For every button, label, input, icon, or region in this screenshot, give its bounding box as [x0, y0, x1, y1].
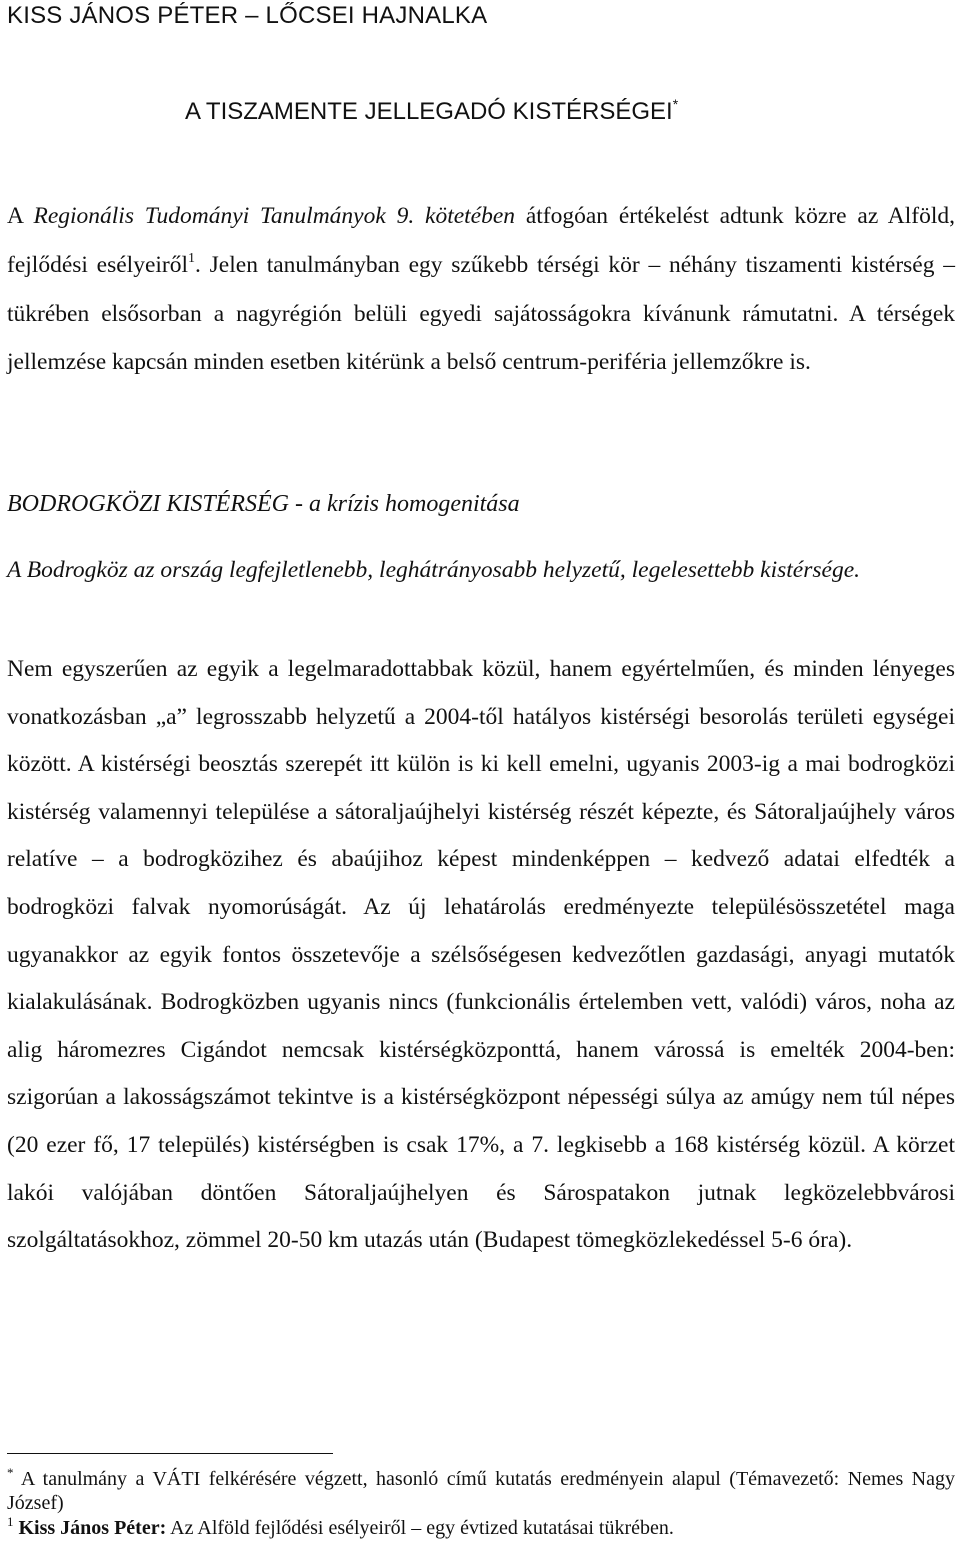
footnote-ref-1[interactable]: 1	[188, 250, 196, 266]
section-subtitle: A Bodrogköz az ország legfejletlenebb, leghátrányosabb helyzetű, legelesettebb kistérsége.	[7, 557, 860, 583]
footnote-star	[7, 1467, 955, 1515]
footnote-star-text: A tanulmány a VÁTI felkérésére végzett, hasonló című kutatás eredményein alapul (Témavezető: Nemes Nagy József)	[7, 1468, 955, 1514]
intro-paragraph	[7, 192, 955, 387]
footnote-1-mark: 1	[7, 1514, 14, 1529]
title-footnote-mark: *	[672, 96, 679, 112]
intro-lead: A	[7, 203, 34, 229]
article-title-text: A TISZAMENTE JELLEGADÓ KISTÉRSÉGEI	[185, 98, 673, 125]
footnote-1-text: Az Alföld fejlődési esélyeiről – egy évtized kutatásai tükrében.	[166, 1517, 674, 1539]
authors-line: KISS JÁNOS PÉTER – LŐCSEI HAJNALKA	[7, 2, 488, 29]
section-heading: BODROGKÖZI KISTÉRSÉG - a krízis homogenitása	[7, 491, 520, 517]
footnote-1-author: Kiss János Péter:	[13, 1517, 167, 1539]
intro-text-b: . Jelen tanulmányban egy szűkebb térségi kör – néhány tiszamenti kistérség – tükrében elsősorban a nagyrégión belüli egyedi sajátosságokra kívánunk rámutatni. A térségek jellemzése kapcsán minden esetben kitérünk a belső centrum-periféria jellemzőkre is.	[7, 251, 955, 376]
article-title	[185, 96, 678, 126]
footnote-star-mark: *	[7, 1465, 14, 1480]
footnote-1	[7, 1516, 955, 1540]
intro-text-a: átfogóan értékelést adtunk közre az Alföld, fejlődési esélyeiről	[7, 203, 955, 278]
section-body-paragraph: Nem egyszerűen az egyik a legelmaradottabbak közül, hanem egyértelműen, és minden lényeges vonatkozásban „a” legrosszabb helyzetű a 2004-től hatályos kistérségi besorolás területi egységei között. A kistérségi beosztás szerepét itt külön is ki kell emelni, ugyanis 2003-ig a mai bodrogközi kistérség valamennyi települése a sátoraljaújhelyi kistérség részét képezte, és Sátoraljaújhely város relatíve – a bodrogközihez és abaújihoz képest mindenképpen – kedvező adatai elfedték a bodrogközi falvak nyomorúságát. Az új lehatárolás eredményezte településösszetétel maga ugyanakkor az egyik fontos összetevője a szélsőségesen kedvezőtlen gazdasági, anyagi mutatók kialakulásának. Bodrogközben ugyanis nincs (funkcionális értelemben vett, valódi) város, noha az alig háromezres Cigándot nemcsak kistérségközponttá, hanem várossá is emelték 2004-ben: szigorúan a lakosságszámot tekintve is a kistérségközpont népességi súlya az amúgy nem túl népes (20 ezer fő, 17 település) kistérségben is csak 17%, a 7. legkisebb a 168 kistérség közül. A körzet lakói valójában döntően Sátoraljaújhelyen és Sárospatakon jutnak legközelebbvárosi szolgáltatásokhoz, zömmel 20-50 km utazás után (Budapest tömegközlekedéssel 5-6 óra).	[7, 656, 955, 1254]
footnote-separator	[7, 1453, 333, 1454]
intro-cited-volume: Regionális Tudományi Tanulmányok 9. kötetében	[33, 203, 516, 229]
